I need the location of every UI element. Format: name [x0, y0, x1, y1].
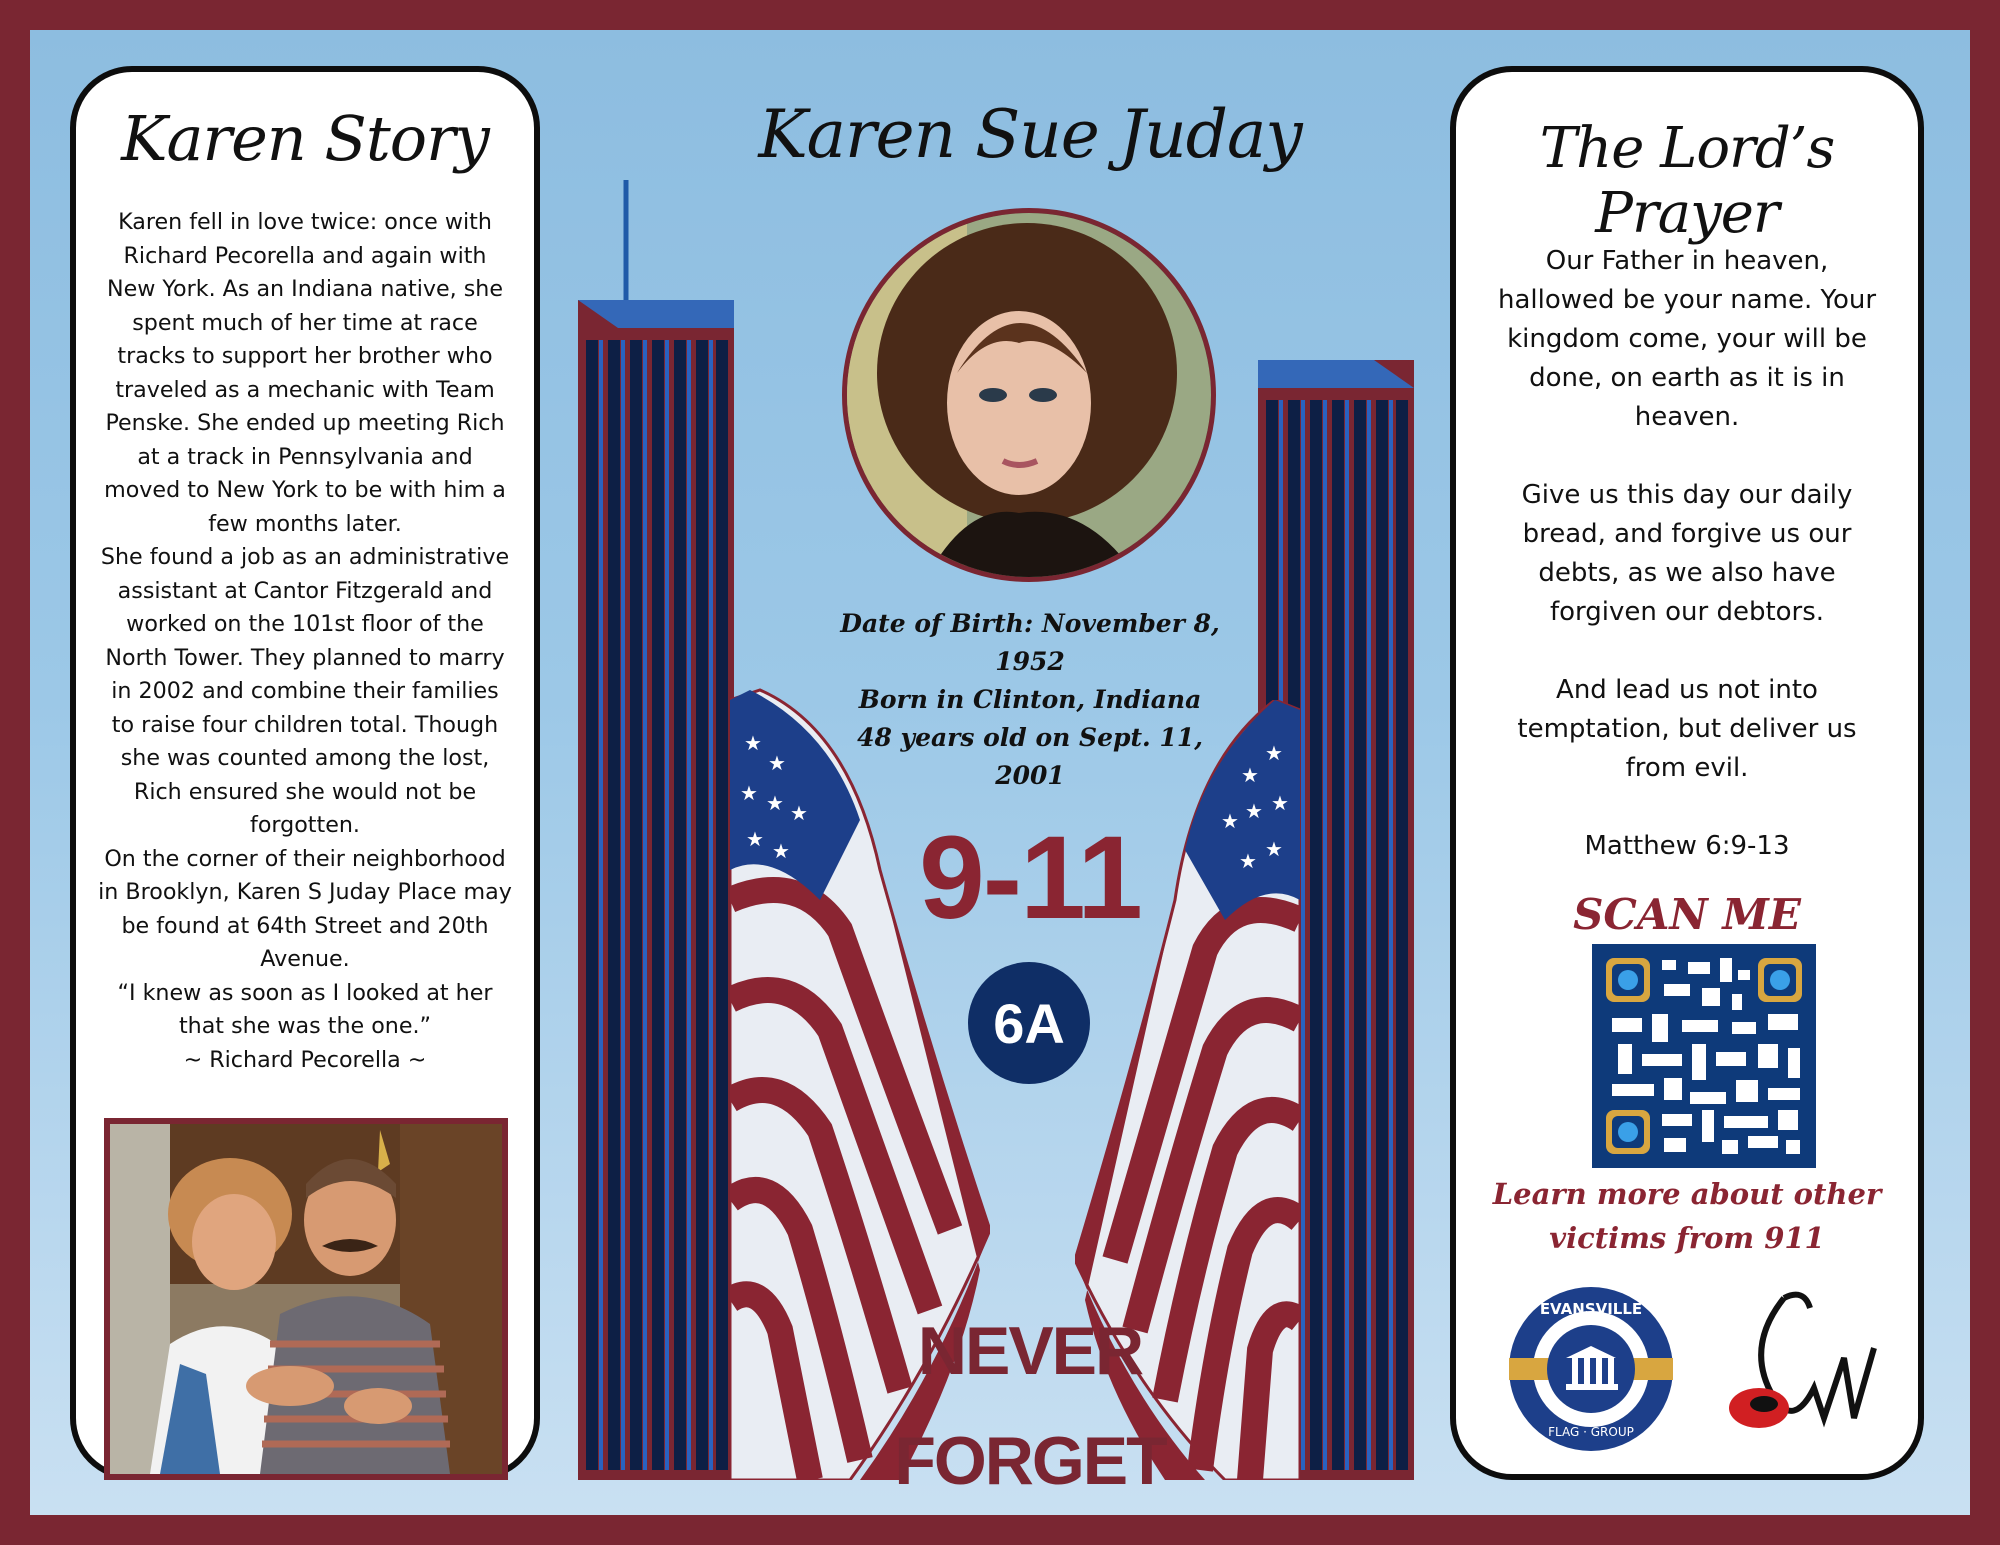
prayer-stanza: And lead us not into temptation, but deliver us from evil.: [1517, 675, 1857, 783]
event-date-heading: 9-11: [919, 812, 1141, 944]
birthplace: Born in Clinton, Indiana: [858, 685, 1202, 714]
prayer-text: [1486, 242, 1888, 905]
svg-text:★: ★: [740, 781, 758, 805]
slogan-line-never: NEVER: [917, 1313, 1143, 1389]
story-title: Karen Story: [121, 102, 489, 175]
memorial-poster: [30, 30, 1970, 1515]
story-paragraph: She found a job as an administrative assistant at Cantor Fitzgerald and worked on the 101st floor of the North Tower. They planned to marry in 2002 and combine their families to raise four children total. Though she was counted among the lost, Rich ensured she would not be forgotten.: [100, 544, 510, 838]
age-on-sept-11: 48 years old on Sept. 11, 2001: [857, 723, 1203, 790]
story-attribution: ~ Richard Pecorella ~: [183, 1046, 427, 1073]
left-tower-illustration: [578, 180, 738, 1480]
logo-text-top: EVANSVILLE: [1539, 1300, 1643, 1318]
story-paragraph: Karen fell in love twice: once with Richard Pecorella and again with New York. As an Indiana native, she spent much of her time at race tracks to support her brother who traveled as a mechanic with Team Penske. She ended up meeting Rich at a track in Pennsylvania and moved to New York to be with him a few months later.: [104, 209, 506, 537]
never-forget-slogan: [880, 1296, 1180, 1516]
prayer-stanza: Give us this day our daily bread, and forgive us our debts, as we also have forgiven our debtors.: [1521, 480, 1853, 627]
victim-name: Karen Sue Juday: [758, 96, 1302, 173]
svg-text:★: ★: [1239, 849, 1257, 873]
scripture-reference: Matthew 6:9-13: [1584, 831, 1790, 861]
prayer-panel: [1450, 66, 1924, 1480]
svg-text:★: ★: [1265, 741, 1283, 765]
scan-me-label: SCAN ME: [1573, 890, 1801, 939]
victim-facts: [830, 605, 1230, 795]
svg-text:★: ★: [772, 839, 790, 863]
prayer-title: The Lord’s Prayer: [1539, 116, 1835, 246]
svg-text:★: ★: [1241, 763, 1259, 787]
prayer-stanza: Our Father in heaven, hallowed be your name. Your kingdom come, your will be done, on earth as it is in heaven.: [1497, 246, 1877, 432]
birth-date: Date of Birth: November 8, 1952: [840, 609, 1220, 676]
svg-text:★: ★: [790, 801, 808, 825]
qr-code[interactable]: [1592, 944, 1816, 1168]
evansville-flag-group-logo: [1506, 1284, 1676, 1454]
slogan-line-forget: FORGET: [894, 1423, 1166, 1499]
svg-text:★: ★: [746, 827, 764, 851]
story-quote: “I knew as soon as I looked at her that she was the one.”: [117, 979, 493, 1039]
victim-portrait: [842, 208, 1216, 582]
svg-text:★: ★: [768, 751, 786, 775]
logo-text-bottom: FLAG · GROUP: [1548, 1425, 1634, 1439]
svg-text:★: ★: [1265, 837, 1283, 861]
learn-more-text: Learn more about other victims from 911: [1492, 1177, 1882, 1255]
story-paragraph: On the corner of their neighborhood in Brooklyn, Karen S Juday Place may be found at 64th Street and 20th Avenue.: [98, 845, 512, 972]
signature-monogram-logo: [1714, 1278, 1884, 1448]
story-panel: [70, 66, 540, 1480]
story-text: [98, 206, 512, 1077]
svg-text:★: ★: [1245, 799, 1263, 823]
panel-badge: 6A: [968, 962, 1090, 1084]
couple-photo: [104, 1118, 508, 1480]
svg-text:★: ★: [1221, 809, 1239, 833]
svg-text:★: ★: [744, 731, 762, 755]
svg-text:★: ★: [1271, 791, 1289, 815]
svg-text:★: ★: [766, 791, 784, 815]
